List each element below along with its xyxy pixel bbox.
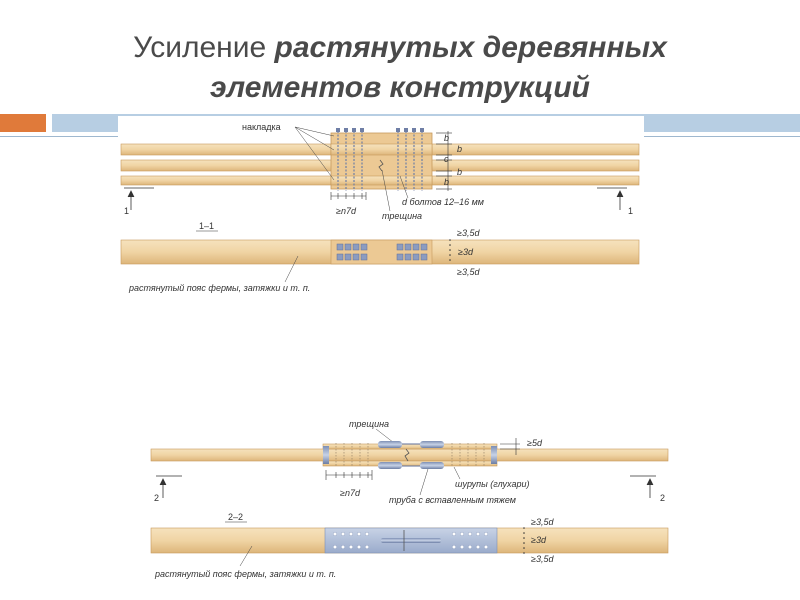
pipe-bottom-left	[378, 462, 402, 469]
section-pipe-2	[381, 538, 441, 543]
dim-b-3: b	[457, 167, 463, 177]
caption-1: растянутый пояс фермы, затяжки и т. п.	[129, 283, 311, 293]
spacing-dimension-2	[326, 470, 372, 480]
spacing-label-2: ≥n7d	[340, 488, 360, 498]
caption-2: растянутый пояс фермы, затяжки и т. п.	[155, 569, 337, 579]
screws-label: шурупы (глухари)	[455, 479, 530, 489]
section-dim-bottom-1: ≥3,5d	[457, 267, 480, 277]
pipe-top-right	[420, 441, 444, 448]
section-dim-top-2: ≥3,5d	[531, 517, 554, 527]
bolts-label: d болтов 12–16 мм	[402, 197, 484, 207]
section-overlay-1	[331, 240, 432, 264]
dim-b-2: b	[457, 144, 463, 154]
plate-end-right	[491, 446, 497, 464]
crack-label-2: трещина	[349, 419, 390, 429]
section-dim-mid-2: ≥3d	[531, 535, 546, 545]
section-dim-bottom-2: ≥3,5d	[531, 554, 554, 564]
pipe-leader	[420, 469, 428, 495]
crack-label-1: трещина	[382, 211, 423, 221]
dim-5d-label: ≥5d	[527, 438, 542, 448]
section-label-right-2: 2	[660, 493, 666, 503]
dim-b-4: b	[444, 177, 450, 187]
section-label-right-1: 1	[628, 206, 634, 216]
beam2-plan	[151, 449, 668, 461]
dim-b-1: b	[444, 133, 450, 143]
overlay-label: накладка	[242, 122, 281, 132]
section-label-left-2: 2	[154, 493, 160, 503]
section-title-2: 2–2	[228, 512, 244, 522]
title-line2: элементов конструкций	[209, 71, 591, 104]
pipe-top-left	[378, 441, 402, 448]
section-marker-left-2	[156, 476, 182, 498]
section-title-1: 1–1	[199, 221, 215, 231]
plate-end-left	[323, 446, 329, 464]
title-word1: Усиление	[133, 31, 267, 64]
overlay2-top	[323, 444, 497, 449]
pipe-label: труба с вставленным тяжем	[389, 495, 516, 505]
section-dim-mid-1: ≥3d	[458, 247, 473, 257]
spacing-label-1: ≥n7d	[336, 206, 356, 216]
pipe-bottom-right	[420, 462, 444, 469]
section-label-left-1: 1	[124, 206, 130, 216]
dim-c: c	[444, 154, 449, 164]
section-marker-right-2	[630, 476, 656, 498]
overlay2-bottom	[323, 461, 497, 466]
section-dim-top-1: ≥3,5d	[457, 228, 480, 238]
screws-leader	[454, 467, 460, 479]
title-word2: растянутых деревянных	[274, 31, 667, 64]
